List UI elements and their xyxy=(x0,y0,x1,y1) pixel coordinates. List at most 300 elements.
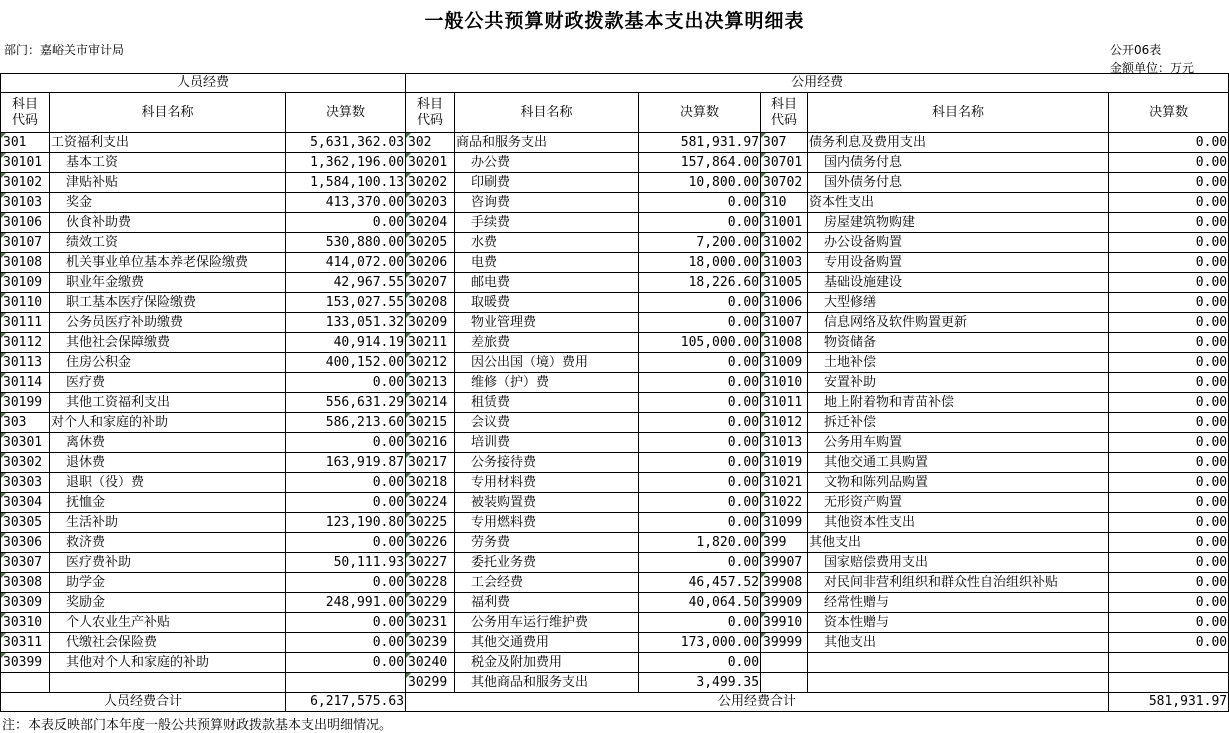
cell-amount: 556,631.29 xyxy=(286,393,406,413)
cell-name: 经常性赠与 xyxy=(808,593,1109,613)
cell-code: 30309 xyxy=(1,593,50,613)
table-row xyxy=(1,353,1229,373)
cell-code: 30306 xyxy=(1,533,50,553)
cell-code: 30205 xyxy=(406,233,455,253)
cell-amount: 0.00 xyxy=(639,653,761,673)
cell-name: 抚恤金 xyxy=(50,493,286,513)
cell-amount: 0.00 xyxy=(1109,153,1229,173)
cell-amount: 0.00 xyxy=(286,633,406,653)
cell-code: 31022 xyxy=(761,493,808,513)
cell-amount: 0.00 xyxy=(639,513,761,533)
cell-name: 专用设备购置 xyxy=(808,253,1109,273)
cell-amount: 0.00 xyxy=(639,293,761,313)
cell-name: 国家赔偿费用支出 xyxy=(808,553,1109,573)
cell-amount: 0.00 xyxy=(286,213,406,233)
cell-amount: 153,027.55 xyxy=(286,293,406,313)
cell-name: 国内债务付息 xyxy=(808,153,1109,173)
table-row xyxy=(1,513,1229,533)
cell-name xyxy=(808,653,1109,673)
cell-name: 取暖费 xyxy=(455,293,639,313)
cell-amount: 0.00 xyxy=(639,433,761,453)
cell-amount: 0.00 xyxy=(639,453,761,473)
cell-code: 39909 xyxy=(761,593,808,613)
cell-name: 退职（役）费 xyxy=(50,473,286,493)
table-number: 公开06表 xyxy=(1110,43,1162,57)
cell-name: 其他交通工具购置 xyxy=(808,453,1109,473)
table-row xyxy=(1,533,1229,553)
cell-code: 30209 xyxy=(406,313,455,333)
cell-name: 退休费 xyxy=(50,453,286,473)
cell-amount: 40,064.50 xyxy=(639,593,761,613)
cell-name: 其他支出 xyxy=(808,533,1109,553)
table-row xyxy=(1,493,1229,513)
cell-code: 31009 xyxy=(761,353,808,373)
cell-amount: 0.00 xyxy=(639,613,761,633)
col-header-name: 科目名称 xyxy=(50,93,286,133)
table-row xyxy=(1,633,1229,653)
cell-name: 委托业务费 xyxy=(455,553,639,573)
cell-name: 租赁费 xyxy=(455,393,639,413)
table-row xyxy=(1,293,1229,313)
cell-code: 39999 xyxy=(761,633,808,653)
table-row xyxy=(1,213,1229,233)
cell-name: 其他对个人和家庭的补助 xyxy=(50,653,286,673)
cell-code: 303 xyxy=(1,413,50,433)
col-header-code: 科目 代码 xyxy=(1,93,50,133)
table-row xyxy=(1,613,1229,633)
cell-code: 31019 xyxy=(761,453,808,473)
table-row xyxy=(1,673,1229,693)
cell-code: 30218 xyxy=(406,473,455,493)
cell-name: 其他商品和服务支出 xyxy=(455,673,639,693)
cell-amount: 248,991.00 xyxy=(286,593,406,613)
cell-amount: 0.00 xyxy=(1109,373,1229,393)
amount-unit: 金额单位：万元 xyxy=(1110,61,1195,75)
cell-amount: 1,584,100.13 xyxy=(286,173,406,193)
cell-code: 31002 xyxy=(761,233,808,253)
col-header-name: 科目名称 xyxy=(455,93,639,133)
cell-name: 工资福利支出 xyxy=(50,133,286,153)
cell-name: 助学金 xyxy=(50,573,286,593)
cell-amount: 0.00 xyxy=(1109,333,1229,353)
cell-name: 房屋建筑物购建 xyxy=(808,213,1109,233)
cell-amount: 0.00 xyxy=(286,473,406,493)
cell-code xyxy=(761,673,808,693)
cell-amount: 0.00 xyxy=(286,373,406,393)
cell-amount: 105,000.00 xyxy=(639,333,761,353)
table-row xyxy=(1,133,1229,153)
cell-amount: 1,820.00 xyxy=(639,533,761,553)
cell-name: 福利费 xyxy=(455,593,639,613)
cell-amount: 586,213.60 xyxy=(286,413,406,433)
public-total-label: 公用经费合计 xyxy=(406,693,1109,712)
cell-name: 医疗费补助 xyxy=(50,553,286,573)
cell-code: 30240 xyxy=(406,653,455,673)
cell-code: 31003 xyxy=(761,253,808,273)
cell-name: 个人农业生产补贴 xyxy=(50,613,286,633)
cell-code: 30102 xyxy=(1,173,50,193)
cell-name: 其他支出 xyxy=(808,633,1109,653)
cell-code: 31008 xyxy=(761,333,808,353)
cell-amount: 0.00 xyxy=(639,313,761,333)
cell-code: 30214 xyxy=(406,393,455,413)
cell-amount: 50,111.93 xyxy=(286,553,406,573)
cell-code: 30215 xyxy=(406,413,455,433)
table-row xyxy=(1,153,1229,173)
cell-code: 31006 xyxy=(761,293,808,313)
cell-name: 信息网络及软件购置更新 xyxy=(808,313,1109,333)
cell-code: 30201 xyxy=(406,153,455,173)
cell-amount: 0.00 xyxy=(639,213,761,233)
cell-code: 30202 xyxy=(406,173,455,193)
cell-name: 税金及附加费用 xyxy=(455,653,639,673)
cell-name: 电费 xyxy=(455,253,639,273)
cell-name: 商品和服务支出 xyxy=(455,133,639,153)
cell-code: 39908 xyxy=(761,573,808,593)
cell-amount: 0.00 xyxy=(1109,273,1229,293)
cell-name: 医疗费 xyxy=(50,373,286,393)
cell-code: 30213 xyxy=(406,373,455,393)
cell-code xyxy=(761,653,808,673)
cell-amount: 0.00 xyxy=(1109,253,1229,273)
personnel-total-label: 人员经费合计 xyxy=(1,693,286,712)
cell-amount: 0.00 xyxy=(639,473,761,493)
cell-code: 31099 xyxy=(761,513,808,533)
cell-name: 公务用车购置 xyxy=(808,433,1109,453)
cell-name: 代缴社会保险费 xyxy=(50,633,286,653)
cell-amount: 0.00 xyxy=(286,573,406,593)
cell-name: 对民间非营利组织和群众性自治组织补贴 xyxy=(808,573,1109,593)
cell-name: 专用材料费 xyxy=(455,473,639,493)
table-row xyxy=(1,253,1229,273)
cell-name: 专用燃料费 xyxy=(455,513,639,533)
cell-code: 31007 xyxy=(761,313,808,333)
cell-name xyxy=(50,673,286,693)
cell-code: 30204 xyxy=(406,213,455,233)
cell-name: 手续费 xyxy=(455,213,639,233)
cell-amount: 0.00 xyxy=(286,533,406,553)
cell-name: 无形资产购置 xyxy=(808,493,1109,513)
cell-code: 30208 xyxy=(406,293,455,313)
cell-code: 30110 xyxy=(1,293,50,313)
cell-amount: 0.00 xyxy=(639,373,761,393)
cell-amount: 581,931.97 xyxy=(639,133,761,153)
cell-amount: 0.00 xyxy=(1109,573,1229,593)
cell-name: 劳务费 xyxy=(455,533,639,553)
cell-amount: 0.00 xyxy=(286,653,406,673)
cell-amount: 0.00 xyxy=(286,613,406,633)
cell-amount: 0.00 xyxy=(1109,613,1229,633)
cell-code: 30101 xyxy=(1,153,50,173)
cell-code: 39907 xyxy=(761,553,808,573)
cell-code: 30239 xyxy=(406,633,455,653)
cell-amount xyxy=(1109,673,1229,693)
cell-name: 水费 xyxy=(455,233,639,253)
cell-amount: 133,051.32 xyxy=(286,313,406,333)
cell-amount: 0.00 xyxy=(639,393,761,413)
cell-name: 拆迁补偿 xyxy=(808,413,1109,433)
cell-amount: 413,370.00 xyxy=(286,193,406,213)
cell-code: 30310 xyxy=(1,613,50,633)
cell-code: 30107 xyxy=(1,233,50,253)
col-header-name: 科目名称 xyxy=(808,93,1109,133)
cell-amount: 0.00 xyxy=(1109,473,1229,493)
cell-amount: 0.00 xyxy=(639,353,761,373)
cell-amount: 157,864.00 xyxy=(639,153,761,173)
cell-name: 资本性支出 xyxy=(808,193,1109,213)
cell-code: 30112 xyxy=(1,333,50,353)
cell-code: 30216 xyxy=(406,433,455,453)
cell-name: 基础设施建设 xyxy=(808,273,1109,293)
cell-code: 30207 xyxy=(406,273,455,293)
table-row xyxy=(1,453,1229,473)
cell-code: 30225 xyxy=(406,513,455,533)
cell-code: 30206 xyxy=(406,253,455,273)
cell-amount: 18,000.00 xyxy=(639,253,761,273)
table-row xyxy=(1,333,1229,353)
cell-code: 30303 xyxy=(1,473,50,493)
cell-name: 国外债务付息 xyxy=(808,173,1109,193)
footnote: 注：本表反映部门本年度一般公共预算财政拨款基本支出明细情况。 xyxy=(2,718,393,733)
cell-amount: 0.00 xyxy=(1109,633,1229,653)
cell-name: 资本性赠与 xyxy=(808,613,1109,633)
cell-code: 30199 xyxy=(1,393,50,413)
cell-code: 30226 xyxy=(406,533,455,553)
cell-name: 差旅费 xyxy=(455,333,639,353)
col-header-amount: 决算数 xyxy=(639,93,761,133)
cell-amount: 0.00 xyxy=(286,493,406,513)
table-row xyxy=(1,553,1229,573)
cell-amount: 1,362,196.00 xyxy=(286,153,406,173)
cell-amount: 0.00 xyxy=(286,433,406,453)
col-header-amount: 决算数 xyxy=(286,93,406,133)
public-total-value: 581,931.97 xyxy=(1109,693,1229,712)
cell-name xyxy=(808,673,1109,693)
cell-name: 基本工资 xyxy=(50,153,286,173)
cell-amount xyxy=(286,673,406,693)
cell-amount: 163,919.87 xyxy=(286,453,406,473)
cell-name: 公务员医疗补助缴费 xyxy=(50,313,286,333)
cell-code: 31011 xyxy=(761,393,808,413)
cell-code: 310 xyxy=(761,193,808,213)
cell-amount xyxy=(1109,653,1229,673)
table-row xyxy=(1,413,1229,433)
cell-code: 31013 xyxy=(761,433,808,453)
cell-amount: 5,631,362.03 xyxy=(286,133,406,153)
cell-amount: 0.00 xyxy=(1109,453,1229,473)
cell-amount: 42,967.55 xyxy=(286,273,406,293)
cell-name: 机关事业单位基本养老保险缴费 xyxy=(50,253,286,273)
cell-code: 30229 xyxy=(406,593,455,613)
cell-amount: 0.00 xyxy=(1109,413,1229,433)
cell-amount: 414,072.00 xyxy=(286,253,406,273)
cell-code: 30224 xyxy=(406,493,455,513)
cell-name: 工会经费 xyxy=(455,573,639,593)
table-row xyxy=(1,473,1229,493)
cell-code: 30305 xyxy=(1,513,50,533)
cell-code: 30217 xyxy=(406,453,455,473)
cell-name: 其他社会保障缴费 xyxy=(50,333,286,353)
cell-code: 30211 xyxy=(406,333,455,353)
cell-amount: 0.00 xyxy=(639,553,761,573)
cell-amount: 0.00 xyxy=(1109,593,1229,613)
cell-amount: 0.00 xyxy=(1109,233,1229,253)
cell-name: 救济费 xyxy=(50,533,286,553)
cell-amount: 0.00 xyxy=(639,493,761,513)
cell-amount: 530,880.00 xyxy=(286,233,406,253)
cell-amount: 18,226.60 xyxy=(639,273,761,293)
cell-code: 302 xyxy=(406,133,455,153)
cell-name: 伙食补助费 xyxy=(50,213,286,233)
cell-name: 咨询费 xyxy=(455,193,639,213)
cell-code: 30304 xyxy=(1,493,50,513)
col-header-amount: 决算数 xyxy=(1109,93,1229,133)
cell-name: 印刷费 xyxy=(455,173,639,193)
cell-name: 土地补偿 xyxy=(808,353,1109,373)
table-row xyxy=(1,653,1229,673)
cell-amount: 0.00 xyxy=(1109,133,1229,153)
cell-code: 39910 xyxy=(761,613,808,633)
cell-name: 大型修缮 xyxy=(808,293,1109,313)
table-row xyxy=(1,173,1229,193)
cell-code: 30106 xyxy=(1,213,50,233)
cell-code: 31010 xyxy=(761,373,808,393)
cell-amount: 0.00 xyxy=(1109,493,1229,513)
cell-name: 办公设备购置 xyxy=(808,233,1109,253)
cell-name: 邮电费 xyxy=(455,273,639,293)
cell-amount: 0.00 xyxy=(1109,213,1229,233)
cell-amount: 0.00 xyxy=(1109,353,1229,373)
cell-name: 津贴补贴 xyxy=(50,173,286,193)
cell-amount: 0.00 xyxy=(639,193,761,213)
table-row xyxy=(1,313,1229,333)
cell-name: 办公费 xyxy=(455,153,639,173)
cell-name: 职业年金缴费 xyxy=(50,273,286,293)
cell-name: 对个人和家庭的补助 xyxy=(50,413,286,433)
group-header-personnel: 人员经费 xyxy=(1,74,406,93)
cell-code: 30231 xyxy=(406,613,455,633)
cell-name: 奖金 xyxy=(50,193,286,213)
cell-code: 30299 xyxy=(406,673,455,693)
cell-amount: 46,457.52 xyxy=(639,573,761,593)
cell-code: 30311 xyxy=(1,633,50,653)
cell-amount: 0.00 xyxy=(1109,393,1229,413)
cell-amount: 7,200.00 xyxy=(639,233,761,253)
cell-name: 文物和陈列品购置 xyxy=(808,473,1109,493)
cell-amount: 40,914.19 xyxy=(286,333,406,353)
cell-name: 维修（护）费 xyxy=(455,373,639,393)
cell-name: 公务接待费 xyxy=(455,453,639,473)
cell-code: 30212 xyxy=(406,353,455,373)
cell-amount: 400,152.00 xyxy=(286,353,406,373)
cell-code: 399 xyxy=(761,533,808,553)
table-row xyxy=(1,593,1229,613)
table-row xyxy=(1,433,1229,453)
cell-code: 30103 xyxy=(1,193,50,213)
cell-amount: 0.00 xyxy=(1109,433,1229,453)
cell-name: 其他工资福利支出 xyxy=(50,393,286,413)
cell-name: 债务利息及费用支出 xyxy=(808,133,1109,153)
cell-code: 30109 xyxy=(1,273,50,293)
cell-amount: 3,499.35 xyxy=(639,673,761,693)
cell-name: 被装购置费 xyxy=(455,493,639,513)
cell-code: 301 xyxy=(1,133,50,153)
cell-name: 其他资本性支出 xyxy=(808,513,1109,533)
cell-name: 其他交通费用 xyxy=(455,633,639,653)
cell-amount: 123,190.80 xyxy=(286,513,406,533)
cell-name: 物业管理费 xyxy=(455,313,639,333)
cell-name: 住房公积金 xyxy=(50,353,286,373)
cell-name: 公务用车运行维护费 xyxy=(455,613,639,633)
cell-code: 30399 xyxy=(1,653,50,673)
cell-code: 31001 xyxy=(761,213,808,233)
cell-name: 绩效工资 xyxy=(50,233,286,253)
cell-name: 地上附着物和青苗补偿 xyxy=(808,393,1109,413)
cell-amount: 0.00 xyxy=(1109,313,1229,333)
cell-amount: 0.00 xyxy=(639,413,761,433)
cell-name: 培训费 xyxy=(455,433,639,453)
cell-amount: 0.00 xyxy=(1109,193,1229,213)
cell-amount: 0.00 xyxy=(1109,293,1229,313)
cell-code: 30301 xyxy=(1,433,50,453)
col-header-code: 科目 代码 xyxy=(761,93,808,133)
cell-amount: 0.00 xyxy=(1109,553,1229,573)
expenditure-table xyxy=(0,73,1229,712)
cell-name: 奖励金 xyxy=(50,593,286,613)
cell-name: 离休费 xyxy=(50,433,286,453)
department-label: 部门：嘉峪关市审计局 xyxy=(4,43,125,57)
cell-code: 30111 xyxy=(1,313,50,333)
cell-code: 30228 xyxy=(406,573,455,593)
cell-code: 31021 xyxy=(761,473,808,493)
cell-amount: 0.00 xyxy=(1109,513,1229,533)
personnel-total-value: 6,217,575.63 xyxy=(286,693,406,712)
cell-code: 30114 xyxy=(1,373,50,393)
cell-code: 31012 xyxy=(761,413,808,433)
table-row xyxy=(1,193,1229,213)
table-row xyxy=(1,393,1229,413)
cell-name: 职工基本医疗保险缴费 xyxy=(50,293,286,313)
cell-code: 31005 xyxy=(761,273,808,293)
cell-amount: 10,800.00 xyxy=(639,173,761,193)
cell-name: 生活补助 xyxy=(50,513,286,533)
cell-code: 30113 xyxy=(1,353,50,373)
cell-name: 因公出国（境）费用 xyxy=(455,353,639,373)
col-header-code: 科目 代码 xyxy=(406,93,455,133)
cell-code: 30701 xyxy=(761,153,808,173)
table-row xyxy=(1,273,1229,293)
table-row xyxy=(1,573,1229,593)
page-title: 一般公共预算财政拨款基本支出决算明细表 xyxy=(424,10,805,32)
table-row xyxy=(1,373,1229,393)
cell-code: 30108 xyxy=(1,253,50,273)
table-row xyxy=(1,233,1229,253)
cell-code xyxy=(1,673,50,693)
cell-code: 30302 xyxy=(1,453,50,473)
cell-code: 30227 xyxy=(406,553,455,573)
cell-code: 30307 xyxy=(1,553,50,573)
cell-code: 30308 xyxy=(1,573,50,593)
cell-code: 30203 xyxy=(406,193,455,213)
cell-amount: 173,000.00 xyxy=(639,633,761,653)
cell-amount: 0.00 xyxy=(1109,533,1229,553)
cell-name: 会议费 xyxy=(455,413,639,433)
cell-amount: 0.00 xyxy=(1109,173,1229,193)
cell-name: 物资储备 xyxy=(808,333,1109,353)
cell-name: 安置补助 xyxy=(808,373,1109,393)
group-header-public: 公用经费 xyxy=(406,74,1229,93)
cell-code: 30702 xyxy=(761,173,808,193)
